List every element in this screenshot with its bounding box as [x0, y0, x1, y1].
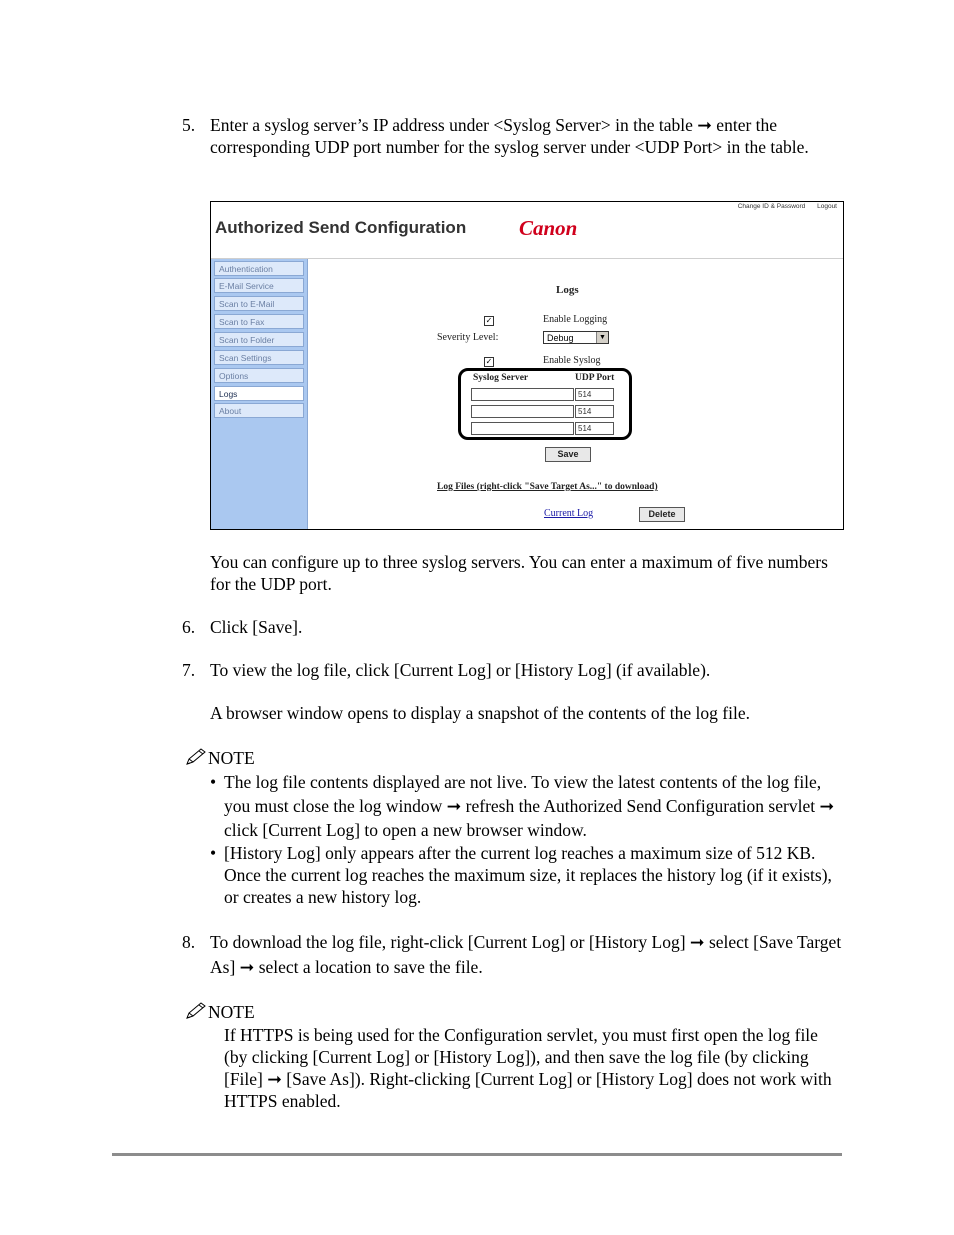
syslog-server-input-1[interactable]: [471, 388, 574, 401]
canon-logo: Canon: [519, 216, 578, 240]
udp-port-input-3[interactable]: 514: [575, 422, 614, 435]
severity-level-value: Debug: [547, 333, 574, 343]
udp-port-header: UDP Port: [575, 373, 615, 383]
current-log-link[interactable]: Current Log: [544, 508, 594, 519]
step-8: [182, 930, 852, 980]
browser-paragraph: A browser window opens to display a snapshot of the contents of the log file.: [210, 703, 750, 723]
sidebar-item-options[interactable]: Options: [214, 368, 304, 383]
pencil-icon: [184, 1001, 208, 1021]
step-number: 7.: [182, 660, 196, 680]
logout-link[interactable]: Logout: [817, 203, 837, 210]
bullet-text: The log file contents displayed are not live. To view the latest contents of the log file, you must close the log window ➞ refresh the Authorized Send Configuration servlet ➞ click [Current Log] to open a new browser window.: [224, 772, 835, 840]
list-item: • [History Log] only appears after the current log reaches a maximum size of 512 KB. Once the current log reaches the maximum size, it replaces the history log (if it exists), or creates a new history log.: [210, 843, 832, 907]
step-text: To download the log file, right-click [Current Log] or [History Log] ➞ select [Save Target As] ➞ select a location to save the file.: [210, 932, 842, 977]
note-2-header: [184, 1001, 255, 1023]
enable-logging-label: Enable Logging: [543, 314, 608, 325]
log-files-label: Log Files (right-click "Save Target As..." to download): [437, 482, 658, 492]
step-text: Enter a syslog server’s IP address under <Syslog Server> in the table ➞ enter the corresponding UDP port number for the syslog server under <UDP Port> in the table.: [210, 115, 809, 157]
sidebar-item-logs[interactable]: Logs: [214, 386, 304, 401]
sidebar-item-email-service[interactable]: E-Mail Service: [214, 278, 304, 293]
syslog-server-input-3[interactable]: [471, 422, 574, 435]
step-text: Click [Save].: [210, 617, 303, 637]
syslog-server-input-2[interactable]: [471, 405, 574, 418]
step-6: [182, 616, 852, 638]
note-1-bullets: [210, 770, 850, 908]
severity-level-select[interactable]: [543, 331, 609, 344]
sidebar: [211, 259, 308, 529]
step-number: 6.: [182, 617, 196, 637]
note-label: NOTE: [208, 1002, 255, 1022]
delete-button[interactable]: Delete: [639, 507, 685, 522]
save-button[interactable]: Save: [545, 447, 591, 462]
footer-divider: [112, 1153, 842, 1156]
sidebar-item-authentication[interactable]: Authentication: [214, 261, 304, 276]
note-1-header: [184, 747, 255, 769]
note-2-text: If HTTPS is being used for the Configuration servlet, you must first open the log file (by clicking [Current Log] or [History Log]), and then save the log file (by clicking [File] ➞ [Save As]). Right-clicking [Current Log] or [History Log] does not work with HTTPS enabled.: [224, 1025, 832, 1111]
step-text: To view the log file, click [Current Log] or [History Log] (if available).: [210, 660, 711, 680]
sidebar-item-scan-to-fax[interactable]: Scan to Fax: [214, 314, 304, 329]
sidebar-item-about[interactable]: About: [214, 403, 304, 418]
enable-syslog-label: Enable Syslog: [543, 355, 601, 366]
sidebar-item-scan-to-email[interactable]: Scan to E-Mail: [214, 296, 304, 311]
enable-logging-checkbox[interactable]: ✓: [485, 316, 493, 325]
step-number: 8.: [182, 932, 196, 952]
step-5: [182, 114, 852, 158]
chevron-down-icon[interactable]: ▼: [596, 332, 608, 343]
sidebar-item-scan-to-folder[interactable]: Scan to Folder: [214, 332, 304, 347]
top-links: [728, 203, 837, 210]
syslog-server-header: Syslog Server: [473, 373, 529, 383]
note-label: NOTE: [208, 748, 255, 768]
udp-port-input-2[interactable]: 514: [575, 405, 614, 418]
step-number: 5.: [182, 115, 196, 135]
syslog-limits-paragraph: You can configure up to three syslog servers. You can enter a maximum of five numbers for the UDP port.: [210, 552, 828, 594]
udp-port-input-1[interactable]: 514: [575, 388, 614, 401]
step-7: [182, 659, 852, 681]
list-item: • The log file contents displayed are not live. To view the latest contents of the log file, you must close the log window ➞ refresh the Authorized Send Configuration servlet ➞ click [Current Log] to open a new browser window.: [210, 772, 835, 840]
page-title: Authorized Send Configuration: [215, 218, 467, 237]
enable-syslog-checkbox[interactable]: ✓: [485, 357, 493, 366]
change-id-password-link[interactable]: Change ID & Password: [737, 203, 806, 210]
config-screenshot: [210, 201, 844, 530]
severity-level-label: Severity Level:: [437, 332, 499, 343]
sidebar-item-scan-settings[interactable]: Scan Settings: [214, 350, 304, 365]
pencil-icon: [184, 747, 208, 767]
logs-heading: Logs: [556, 284, 579, 296]
bullet-text: [History Log] only appears after the current log reaches a maximum size of 512 KB. Once the current log reaches the maximum size, it replaces the history log (if it exists), or creates a new history log.: [224, 843, 832, 907]
